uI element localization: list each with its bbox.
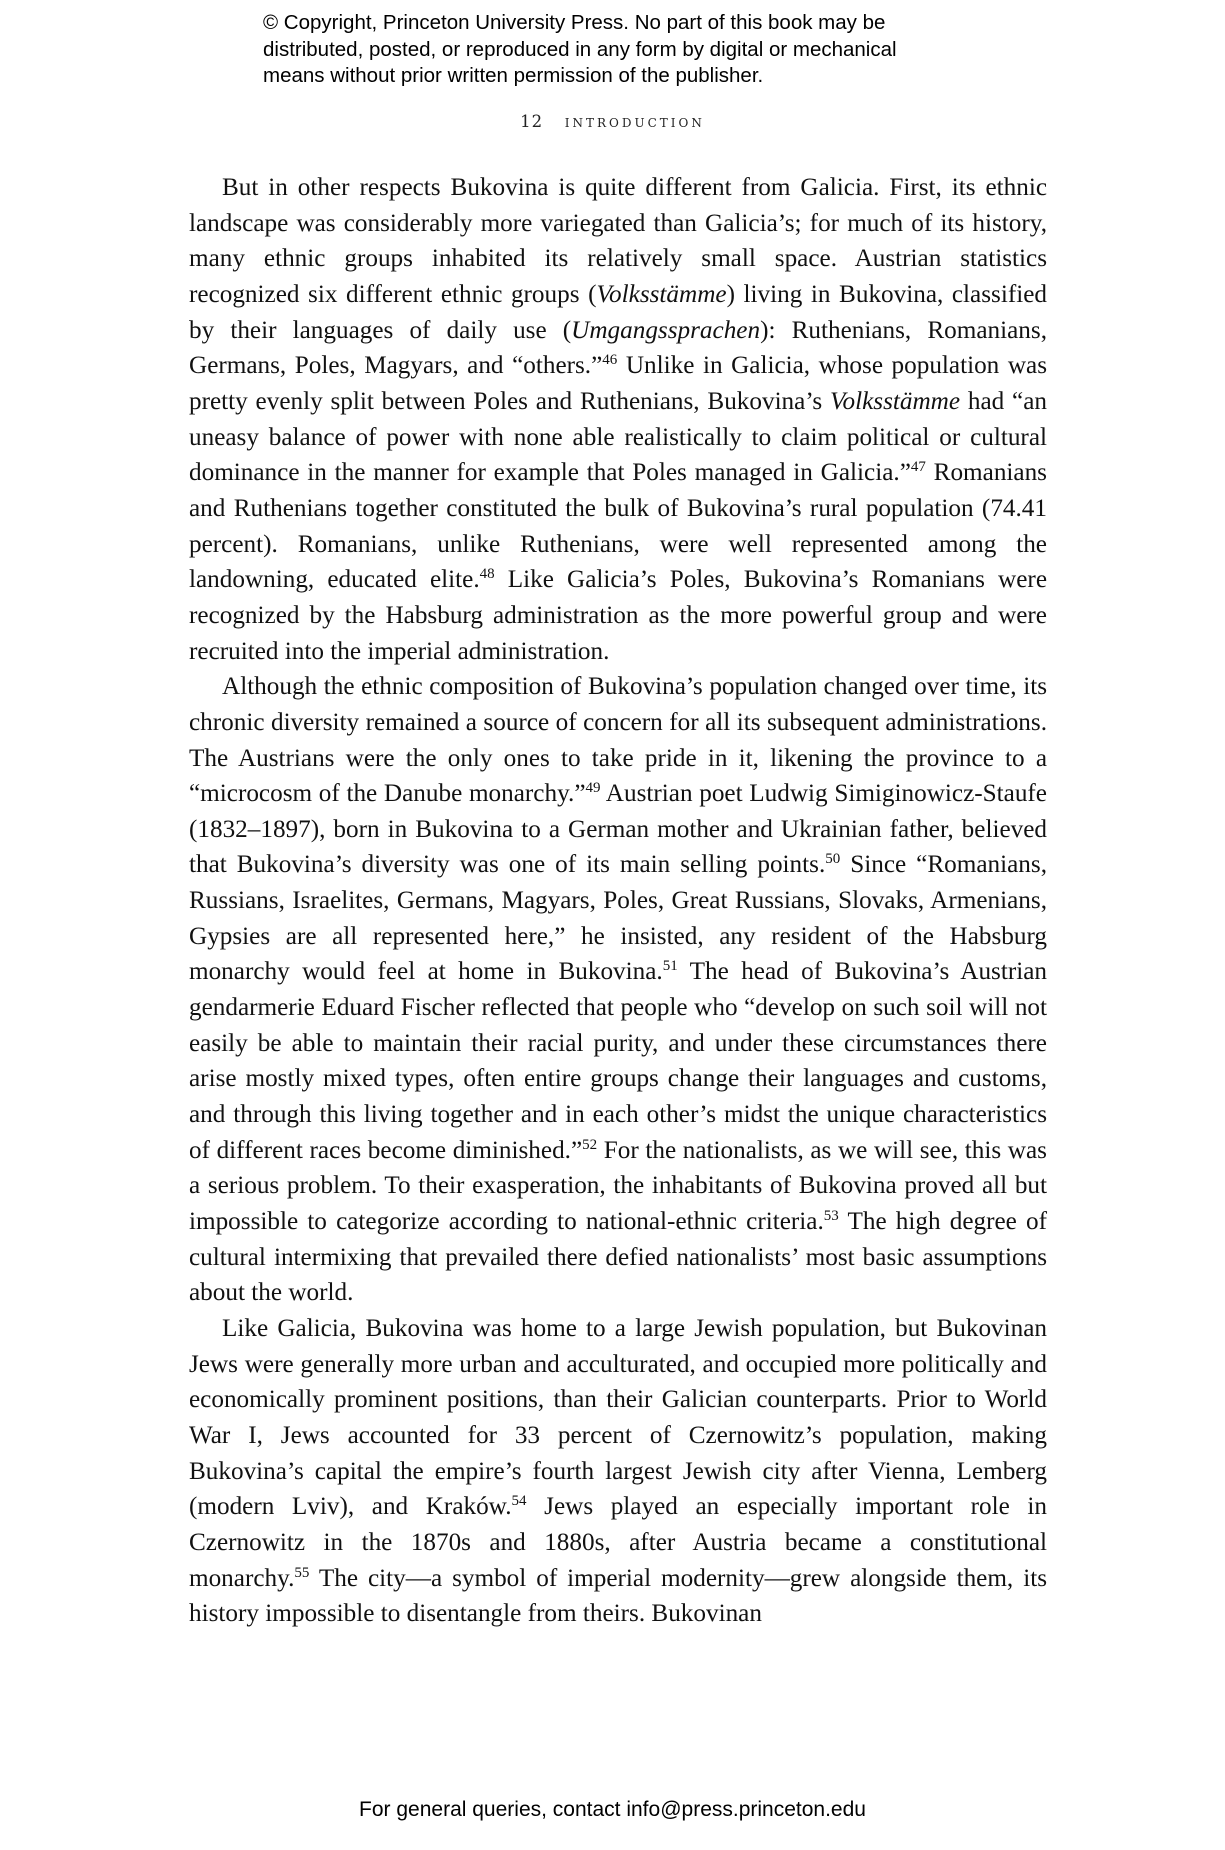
footnote-ref: 52 — [582, 1136, 598, 1153]
copyright-line: distributed, posted, or reproduced in any form by digital or mechanical — [263, 37, 897, 61]
copyright-line: means without prior written permission of the publisher. — [263, 64, 764, 87]
text-run: Like Galicia, Bukovina was home to a large Jewish population, but Bukovinan Jews were generally more urban and acculturated, and occupied more politically and economically prominent positions, than their Galician counterparts. Prior to World War I, Jews accounted for 33 percent of Czernowitz’s population, making Bukovina’s capital the empire’s fourth largest Jewish city after Vienna, Lemberg (modern Lviv), and Kraków. — [189, 1315, 1047, 1521]
text-run: The city—a symbol of imperial modernity—grew alongside them, its history impossible to disentangle from theirs. Bukovinan — [189, 1564, 1047, 1628]
text-run: Although the ethnic composition of Bukovina’s population changed over time, its chronic diversity remained a source of concern for all its subsequent administrations. The Austrians were the only ones to take pride in it, likening the province to a “microcosm of the Danube monarchy.” — [189, 673, 1047, 808]
text-run: Austrian poet Ludwig Simiginowicz-Staufe (1832–1897), born in Bukovina to a German mother and Ukrainian father, believed that Bukovina’s diversity was one of its main selling points. — [189, 780, 1047, 879]
footnote-ref: 46 — [602, 352, 618, 369]
text-run: The head of Bukovina’s Austrian gendarmerie Eduard Fischer reflected that people who “develop on such soil will not easily be able to maintain their racial purity, and under these circumstances there arise mostly mixed types, often entire groups change their languages and customs, and through this living together and in each other’s midst the unique characteristics of different races become diminished.” — [189, 958, 1048, 1164]
copyright-line: © Copyright, Princeton University Press. No part of this book may be — [263, 11, 886, 34]
footnote-ref: 54 — [511, 1493, 527, 1510]
text-run: Since “Romanians, Russians, Israelites, Germans, Magyars, Poles, Great Russians, Slovaks, Armenians, Gypsies are all represented here,” he insisted, any resident of the Habsburg monarchy would feel at home in Bukovina. — [189, 851, 1047, 986]
paragraph — [189, 170, 1047, 669]
body-text — [189, 170, 1047, 1632]
italic-term: Umgangssprachen — [571, 316, 761, 344]
paragraph — [189, 1311, 1047, 1632]
text-run: Unlike in Galicia, whose population was pretty evenly split between Poles and Ruthenians, Bukovina’s — [189, 352, 1047, 415]
footnote-ref: 48 — [479, 566, 495, 583]
paragraph — [189, 669, 1047, 1311]
italic-term: Volksstämme — [829, 387, 961, 415]
text-run: But in other respects Bukovina is quite different from Galicia. First, its ethnic landscape was considerably more variegated than Galicia’s; for much of its history, many ethnic groups inhabited its relatively small space. Austrian statistics recognized six different ethnic groups ( — [189, 174, 1047, 308]
italic-term: Volksstämme — [596, 280, 727, 308]
running-head — [0, 112, 1225, 131]
footnote-ref: 51 — [662, 958, 678, 975]
text-run: had “an uneasy balance of power with none able realistically to claim political or cultural dominance in the manner for example that Poles managed in Galicia.” — [189, 387, 1047, 487]
footer-contact: For general queries, contact info@press.princeton.edu — [359, 1798, 866, 1821]
running-title: introduction — [564, 112, 705, 131]
footnote-ref: 47 — [910, 459, 926, 476]
footnote-ref: 53 — [823, 1208, 839, 1225]
text-run: Like Galicia’s Poles, Bukovina’s Romanians were recognized by the Habsburg administration as the more powerful group and were recruited into the imperial administration. — [189, 566, 1047, 665]
footnote-ref: 55 — [294, 1564, 310, 1581]
footnote-ref: 49 — [585, 780, 601, 797]
text-run: The high degree of cultural intermixing that prevailed there defied nationalists’ most basic assumptions about the world. — [189, 1208, 1047, 1307]
text-run: For the nationalists, as we will see, this was a serious problem. To their exasperation, the inhabitants of Bukovina proved all but impossible to categorize according to national-ethnic criteria. — [189, 1136, 1047, 1236]
text-run: Romanians and Ruthenians together constituted the bulk of Bukovina’s rural population (74.41 percent). Romanians, unlike Ruthenians, were well represented among the landowning, educated elite. — [189, 459, 1047, 594]
text-run: ) living in Bukovina, classified by their languages of daily use ( — [189, 280, 1047, 344]
text-run: Jews played an especially important role in Czernowitz in the 1870s and 1880s, after Austria became a constitutional monarchy. — [189, 1493, 1047, 1592]
text-run: ): Ruthenians, Romanians, Germans, Poles, Magyars, and “others.” — [189, 316, 1047, 380]
footnote-ref: 50 — [825, 851, 841, 868]
copyright-notice — [263, 10, 1023, 90]
page-number: 12 — [520, 112, 544, 131]
